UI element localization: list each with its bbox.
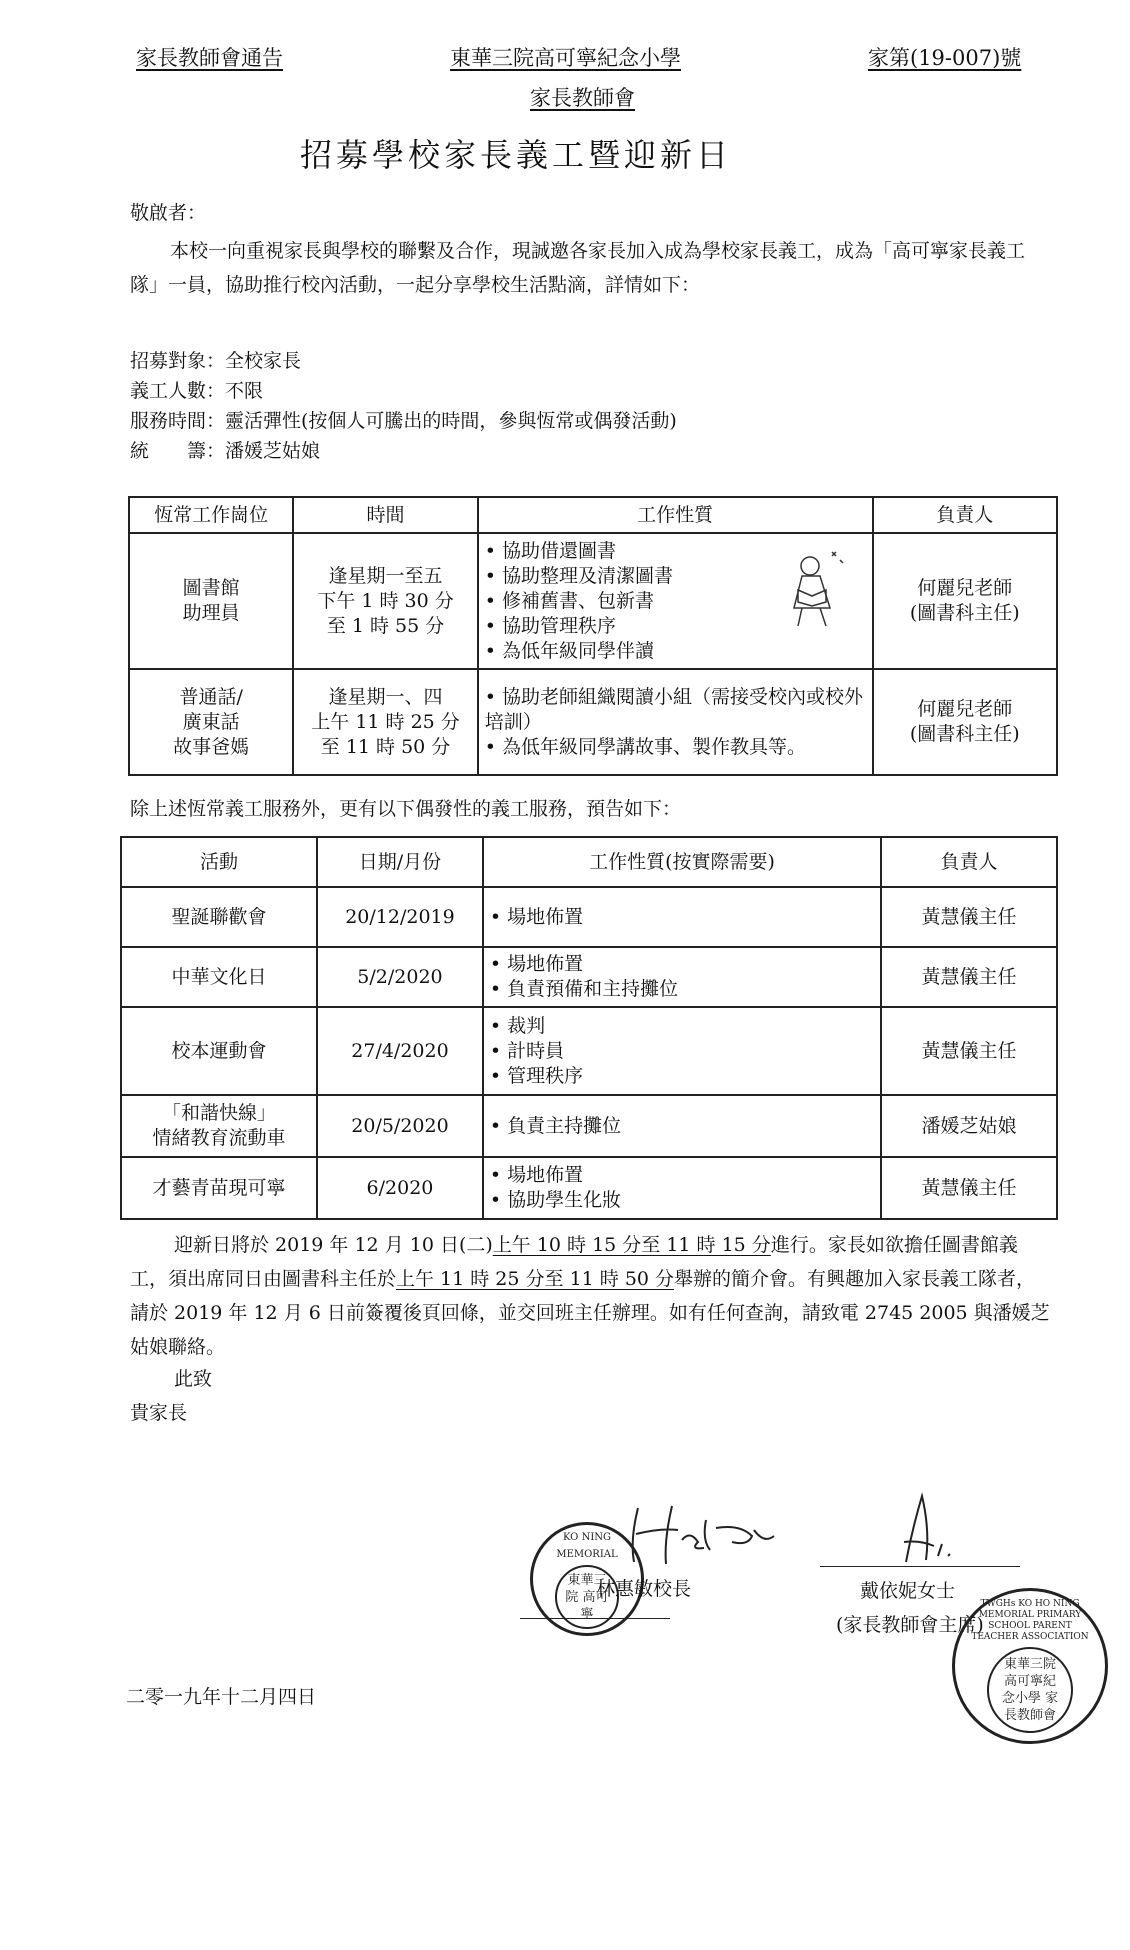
detail-coordinator: 統 籌：潘媛芝姑娘 [130,440,321,462]
person-cell: 黃慧儀主任 [881,887,1057,947]
header-post: 恆常工作崗位 [129,497,293,533]
notice-type: 家長教師會通告 [136,46,283,70]
association-name: 家長教師會 [530,86,635,110]
person-cell: 黃慧儀主任 [881,1007,1057,1095]
table-row [121,947,1057,1007]
activity-cell: 才藝青苗現可寧 [121,1157,317,1219]
person-cell: 何麗兒老師 (圖書科主任) [873,669,1057,775]
table-row [121,1157,1057,1219]
post-cell: 普通話/ 廣東話 故事爸媽 [129,669,293,775]
school-stamp: KO NING MEMORIAL 東華三院 高可寧 [530,1522,644,1636]
chair-title: (家長教師會主席) [836,1614,984,1636]
principal-signature-line [520,1618,670,1619]
chair-signature-line [820,1566,1020,1567]
person-cell: 黃慧儀主任 [881,1157,1057,1219]
pta-stamp: TWGHs KO HO NING MEMORIAL PRIMARY SCHOOL PARENT TEACHER ASSOCIATION 東華三院 高可寧紀念小學 家長教師會 [952,1588,1108,1744]
regular-duties-table [128,496,1058,776]
activity-cell: 「和諧快線」 情緒教育流動車 [121,1095,317,1157]
header-time: 時間 [293,497,477,533]
duties-cell: • 協助老師組織閱讀小組（需接受校內或校外培訓） • 為低年級同學講故事、製作教具等。 [478,669,873,775]
person-cell: 潘媛芝姑娘 [881,1095,1057,1157]
principal-name: 林惠敏校長 [596,1578,692,1600]
detail-number: 義工人數：不限 [130,380,264,402]
intro-paragraph: 本校一向重視家長與學校的聯繫及合作，現誠邀各家長加入成為學校家長義工，成為「高可寧家長義工隊」一員，協助推行校內活動，一起分享學校生活點滴，詳情如下： [130,240,1026,296]
header-person: 負責人 [873,497,1057,533]
notice-number: 家第(19-007)號 [868,46,1022,70]
document-title: 招募學校家長義工暨迎新日 [300,136,733,174]
notice-date: 二零一九年十二月四日 [126,1686,317,1708]
time-cell: 逢星期一、四 上午 11 時 25 分 至 11 時 50 分 [293,669,477,775]
table-row [129,533,1057,669]
table-row [129,669,1057,775]
detail-target: 招募對象：全校家長 [130,350,302,372]
duties-cell: • 協助借還圖書 • 協助整理及清潔圖書 • 修補舊書、包新書 • 協助管理秩序 • 為低年級同學伴讀 [478,533,873,669]
duties-cell: • 裁判 • 計時員 • 管理秩序 [483,1007,881,1095]
header-duties: 工作性質 [478,497,873,533]
person-cell: 何麗兒老師 (圖書科主任) [873,533,1057,669]
chair-name: 戴依妮女士 [860,1580,956,1602]
header-duties: 工作性質(按實際需要) [483,837,881,887]
time-cell: 逢星期一至五 下午 1 時 30 分 至 1 時 55 分 [293,533,477,669]
header-person: 負責人 [881,837,1057,887]
duties-cell: • 場地佈置 [483,887,881,947]
person-cell: 黃慧儀主任 [881,947,1057,1007]
table-row [121,887,1057,947]
duties-cell: • 負責主持攤位 [483,1095,881,1157]
activity-cell: 校本運動會 [121,1007,317,1095]
date-cell: 6/2020 [317,1157,483,1219]
date-cell: 20/12/2019 [317,887,483,947]
recipient: 貴家長 [130,1402,188,1424]
occasional-duties-table [120,836,1058,1220]
activity-cell: 聖誕聯歡會 [121,887,317,947]
post-cell: 圖書館 助理員 [129,533,293,669]
date-cell: 20/5/2020 [317,1095,483,1157]
reading-child-illustration [772,546,852,636]
table-row [121,1095,1057,1157]
regards: 此致 [174,1368,213,1390]
occasional-intro: 除上述恆常義工服務外，更有以下偶發性的義工服務，預告如下： [130,798,682,820]
school-name: 東華三院高可寧紀念小學 [450,46,681,70]
salutation: 敬啟者： [130,202,207,224]
closing-paragraph: 迎新日將於 2019 年 12 月 10 日(二)上午 10 時 15 分至 11 時 15 分進行。家長如欲擔任圖書館義工，須出席同日由圖書科主任於上午 11 時 25 分至 11 時 50 分舉辦的簡介會。有興趣加入家長義工隊者，請於 2019 年 12 月 6 日前簽覆後頁回條，並交回班主任辦理。如有任何查詢，請致電 2745 2005 與潘媛芝姑娘聯絡。 [130,1234,1050,1358]
header-activity: 活動 [121,837,317,887]
table-row [121,1007,1057,1095]
date-cell: 5/2/2020 [317,947,483,1007]
principal-signature [620,1500,780,1570]
duties-cell: • 場地佈置 • 協助學生化妝 [483,1157,881,1219]
activity-cell: 中華文化日 [121,947,317,1007]
chair-signature [876,1490,966,1570]
duties-cell: • 場地佈置 • 負責預備和主持攤位 [483,947,881,1007]
date-cell: 27/4/2020 [317,1007,483,1095]
header-date: 日期/月份 [317,837,483,887]
detail-service-time: 服務時間：靈活彈性(按個人可騰出的時間，參與恆常或偶發活動) [130,410,677,432]
